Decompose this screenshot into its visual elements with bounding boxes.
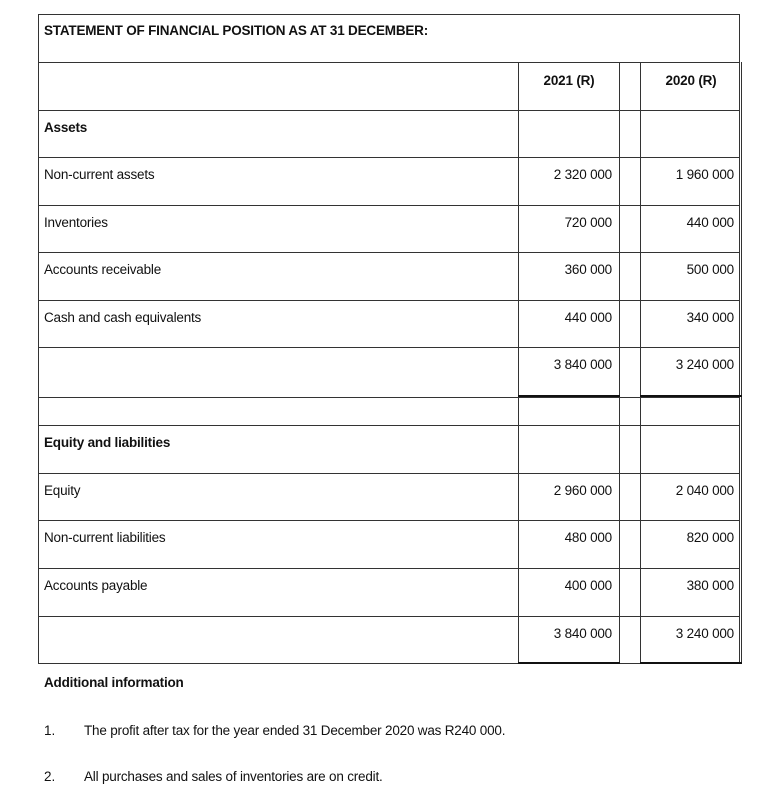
value-2021: 3 840 000 xyxy=(553,357,612,372)
value-2021: 3 840 000 xyxy=(553,626,612,641)
row-label: Inventories xyxy=(44,215,108,230)
row-divider xyxy=(38,300,740,301)
row-label: Accounts payable xyxy=(44,578,148,593)
row-label: Assets xyxy=(44,120,88,135)
row-divider xyxy=(38,397,740,398)
value-2021: 400 000 xyxy=(564,578,612,593)
row-divider xyxy=(38,568,740,569)
row-divider xyxy=(38,520,740,521)
total-double-underline xyxy=(640,662,742,664)
value-2020: 2 040 000 xyxy=(675,483,734,498)
total-double-underline xyxy=(518,395,620,397)
total-double-underline xyxy=(640,395,742,397)
value-2020: 500 000 xyxy=(686,262,734,277)
statement-table-frame xyxy=(38,14,740,664)
row-label: Accounts receivable xyxy=(44,262,162,277)
row-divider xyxy=(38,425,740,426)
note-text: All purchases and sales of inventories are on credit. xyxy=(84,769,383,784)
note-number: 1. xyxy=(44,723,56,738)
total-double-underline xyxy=(518,662,620,664)
value-2020: 3 240 000 xyxy=(675,626,734,641)
value-2021: 720 000 xyxy=(564,215,612,230)
row-divider xyxy=(38,347,740,348)
value-2020: 820 000 xyxy=(686,530,734,545)
row-label: Non-current liabilities xyxy=(44,530,166,545)
value-2021: 2 960 000 xyxy=(553,483,612,498)
value-2020: 340 000 xyxy=(686,310,734,325)
row-divider xyxy=(38,157,740,158)
row-divider xyxy=(38,110,740,111)
additional-info-heading: Additional information xyxy=(44,675,184,690)
value-2021: 2 320 000 xyxy=(553,167,612,182)
statement-title: STATEMENT OF FINANCIAL POSITION AS AT 31 DECEMBER: xyxy=(44,23,429,38)
column-header-2020: 2020 (R) xyxy=(665,73,717,88)
value-2020: 1 960 000 xyxy=(675,167,734,182)
column-border xyxy=(619,62,620,664)
value-2020: 3 240 000 xyxy=(675,357,734,372)
row-label: Non-current assets xyxy=(44,167,155,182)
row-label: Equity xyxy=(44,483,81,498)
value-2021: 440 000 xyxy=(564,310,612,325)
value-2021: 360 000 xyxy=(564,262,612,277)
note-number: 2. xyxy=(44,769,56,784)
row-divider xyxy=(38,473,740,474)
title-divider xyxy=(38,62,740,63)
column-border xyxy=(741,62,742,664)
value-2020: 440 000 xyxy=(686,215,734,230)
row-divider xyxy=(38,205,740,206)
column-header-2021: 2021 (R) xyxy=(543,73,595,88)
note-text: The profit after tax for the year ended 31 December 2020 was R240 000. xyxy=(84,723,506,738)
row-divider xyxy=(38,616,740,617)
row-label: Cash and cash equivalents xyxy=(44,310,202,325)
row-divider xyxy=(38,252,740,253)
value-2021: 480 000 xyxy=(564,530,612,545)
row-label: Equity and liabilities xyxy=(44,435,171,450)
value-2020: 380 000 xyxy=(686,578,734,593)
